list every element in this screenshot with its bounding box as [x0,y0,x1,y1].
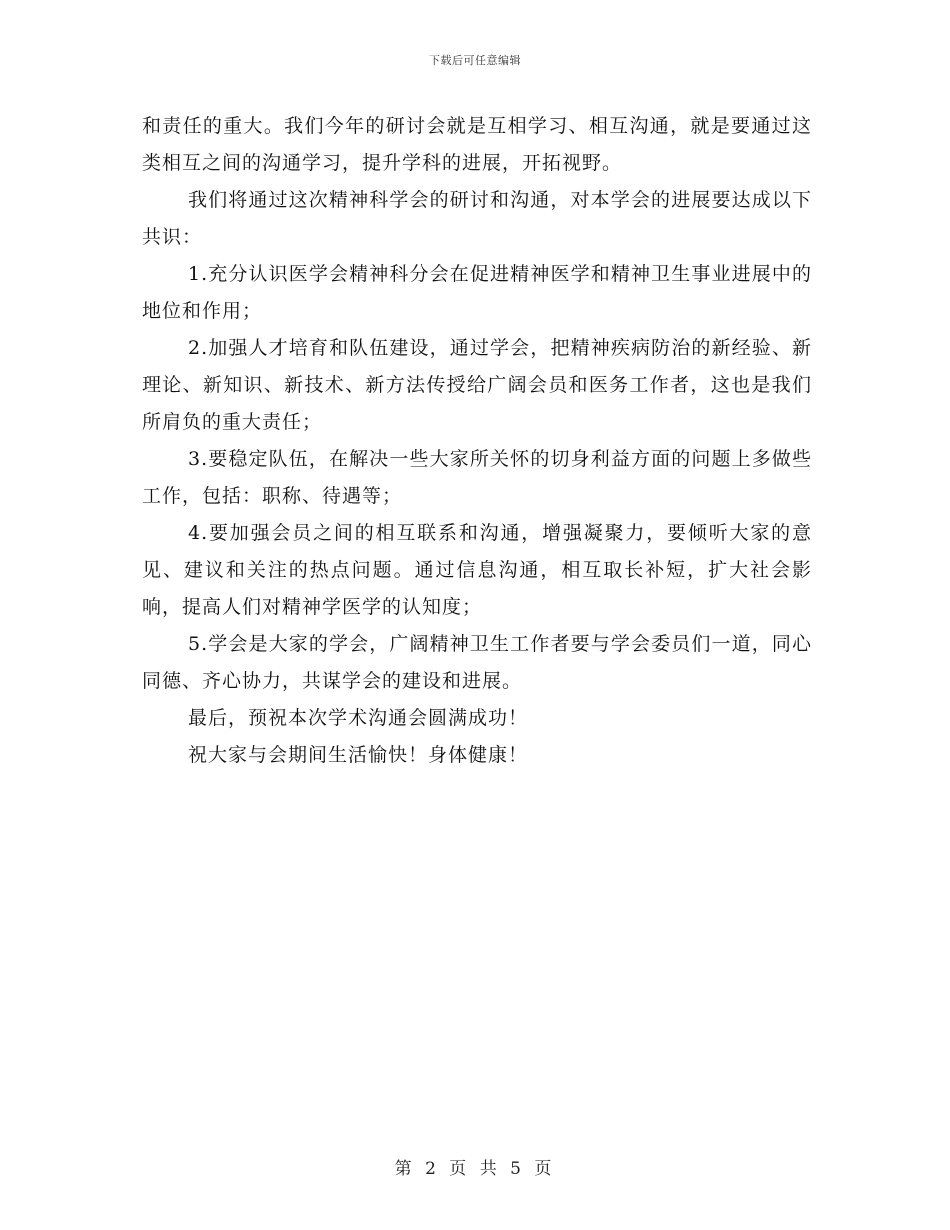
closing-blessing: 祝大家与会期间生活愉快！身体健康！ [188,744,529,766]
page-number: 第 2 页 共 5 页 [394,1159,556,1179]
paragraph-continuation: 和责任的重大。我们今年的研讨会就是互相学习、相互沟通，就是要通过这类相互之间的沟通学习，提升学科的进展，开拓视野。 [142,115,812,174]
closing-wish: 最后，预祝本次学术沟通会圆满成功！ [188,707,529,729]
page-header: 下载后可任意编辑 [429,54,521,67]
paragraph-consensus-intro: 我们将通过这次精神科学会的研讨和沟通，对本学会的进展要达成以下共识： [142,189,812,248]
list-item-3: 3.要稳定队伍，在解决一些大家所关怀的切身利益方面的问题上多做些工作，包括：职称、待遇等； [142,448,812,507]
list-item-1: 1.充分认识医学会精神科分会在促进精神医学和精神卫生事业进展中的地位和作用； [142,263,812,322]
list-item-2: 2.加强人才培育和队伍建设，通过学会，把精神疾病防治的新经验、新理论、新知识、新技术、新方法传授给广阔会员和医务工作者，这也是我们所肩负的重大责任； [142,337,812,433]
list-item-4: 4.要加强会员之间的相互联系和沟通，增强凝聚力，要倾听大家的意见、建议和关注的热点问题。通过信息沟通，相互取长补短，扩大社会影响，提高人们对精神学医学的认知度； [142,522,812,618]
list-item-5: 5.学会是大家的学会，广阔精神卫生工作者要与学会委员们一道，同心同德、齐心协力，共谋学会的建设和进展。 [142,633,812,692]
document-body [142,108,812,774]
